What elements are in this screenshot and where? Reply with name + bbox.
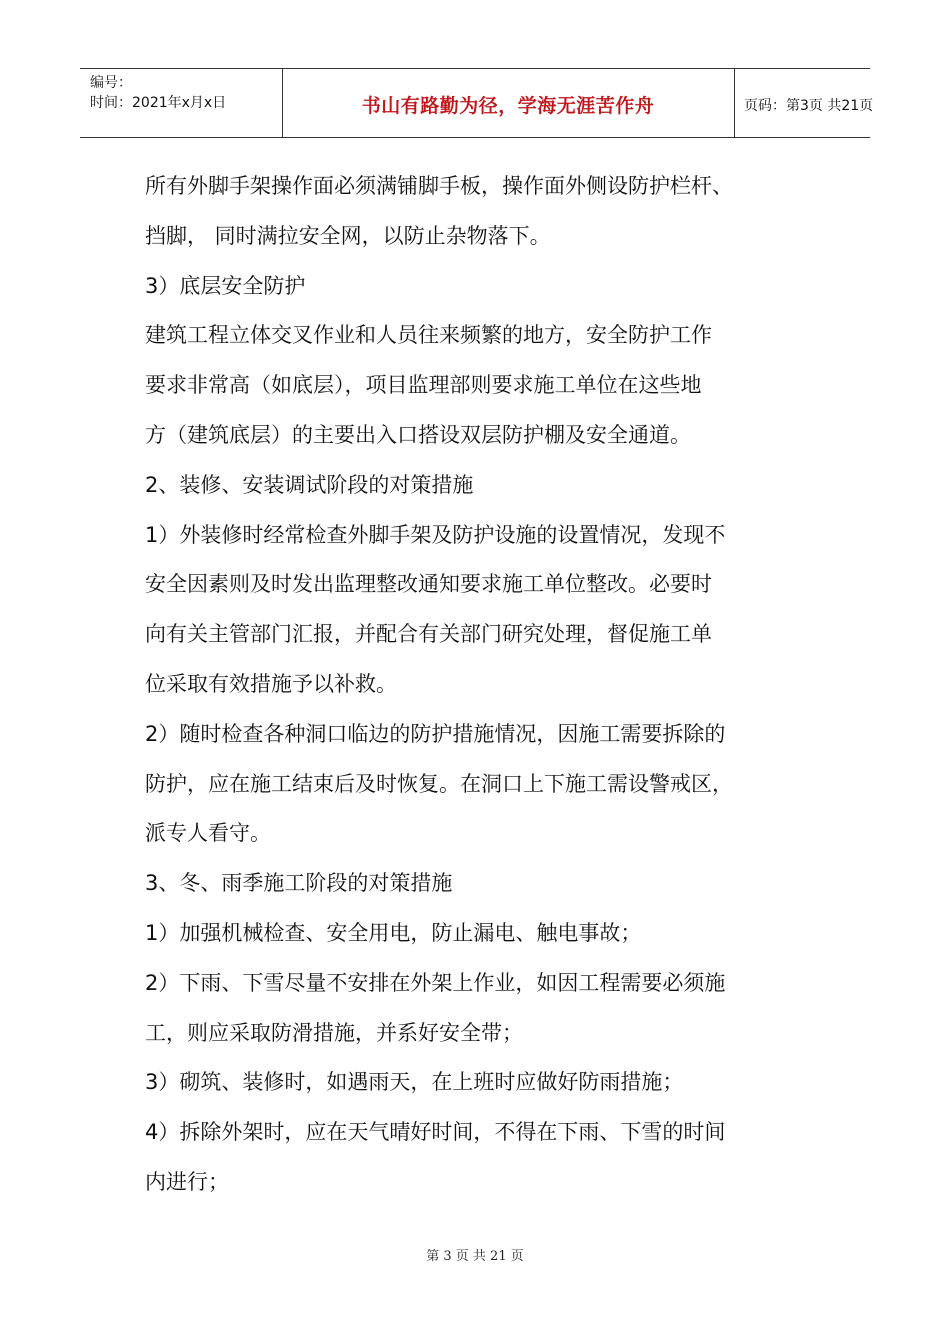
body-line: 安全因素则及时发出监理整改通知要求施工单位整改。必要时	[145, 572, 712, 597]
body-line: 1）外装修时经常检查外脚手架及防护设施的设置情况，发现不	[145, 522, 726, 547]
body-line: 所有外脚手架操作面必须满铺脚手板，操作面外侧设防护栏杆、	[145, 174, 733, 198]
section-heading: 3、冬、雨季施工阶段的对策措施	[145, 871, 453, 896]
header-info-cell	[80, 69, 283, 137]
body-line: 2）随时检查各种洞口临边的防护措施情况，因施工需要拆除的	[145, 721, 726, 746]
page-footer: 第 3 页 共 21 页	[426, 1249, 524, 1264]
body-line: 内进行；	[145, 1169, 229, 1194]
page-header	[80, 68, 874, 138]
body-line: 方（建筑底层）的主要出入口搭设双层防护棚及安全通道。	[145, 422, 691, 447]
section-heading: 2、装修、安装调试阶段的对策措施	[145, 472, 474, 497]
header-motto-cell	[282, 69, 735, 137]
body-line: 挡脚， 同时满拉安全网，以防止杂物落下。	[145, 223, 551, 248]
body-line: 防护，应在施工结束后及时恢复。在洞口上下施工需设警戒区，	[145, 771, 733, 796]
body-line: 工，则应采取防滑措施，并系好安全带；	[145, 1020, 523, 1045]
body-line: 建筑工程立体交叉作业和人员往来频繁的地方，安全防护工作	[145, 323, 712, 348]
body-line: 2）下雨、下雪尽量不安排在外架上作业，如因工程需要必须施	[145, 970, 726, 995]
body-line: 3）砌筑、装修时，如遇雨天，在上班时应做好防雨措施；	[145, 1070, 684, 1095]
body-line: 派专人看守。	[145, 821, 271, 846]
section-heading: 3）底层安全防护	[145, 273, 306, 298]
date-label: 时间：2021年x月x日	[90, 95, 227, 111]
body-line: 1）加强机械检查、安全用电，防止漏电、触电事故；	[145, 920, 642, 945]
body-line: 要求非常高（如底层），项目监理部则要求施工单位在这些地	[145, 373, 702, 398]
document-body	[145, 162, 825, 1208]
page-number-label: 页码：第3页 共21页	[744, 98, 874, 114]
serial-number-label: 编号：	[90, 75, 132, 91]
body-line: 4）拆除外架时，应在天气晴好时间，不得在下雨、下雪的时间	[145, 1120, 726, 1145]
header-page-cell	[735, 69, 874, 137]
body-line: 位采取有效措施予以补救。	[145, 671, 397, 696]
body-line: 向有关主管部门汇报，并配合有关部门研究处理，督促施工单	[145, 622, 712, 647]
motto-text: 书山有路勤为径，学海无涯苦作舟	[361, 95, 655, 117]
